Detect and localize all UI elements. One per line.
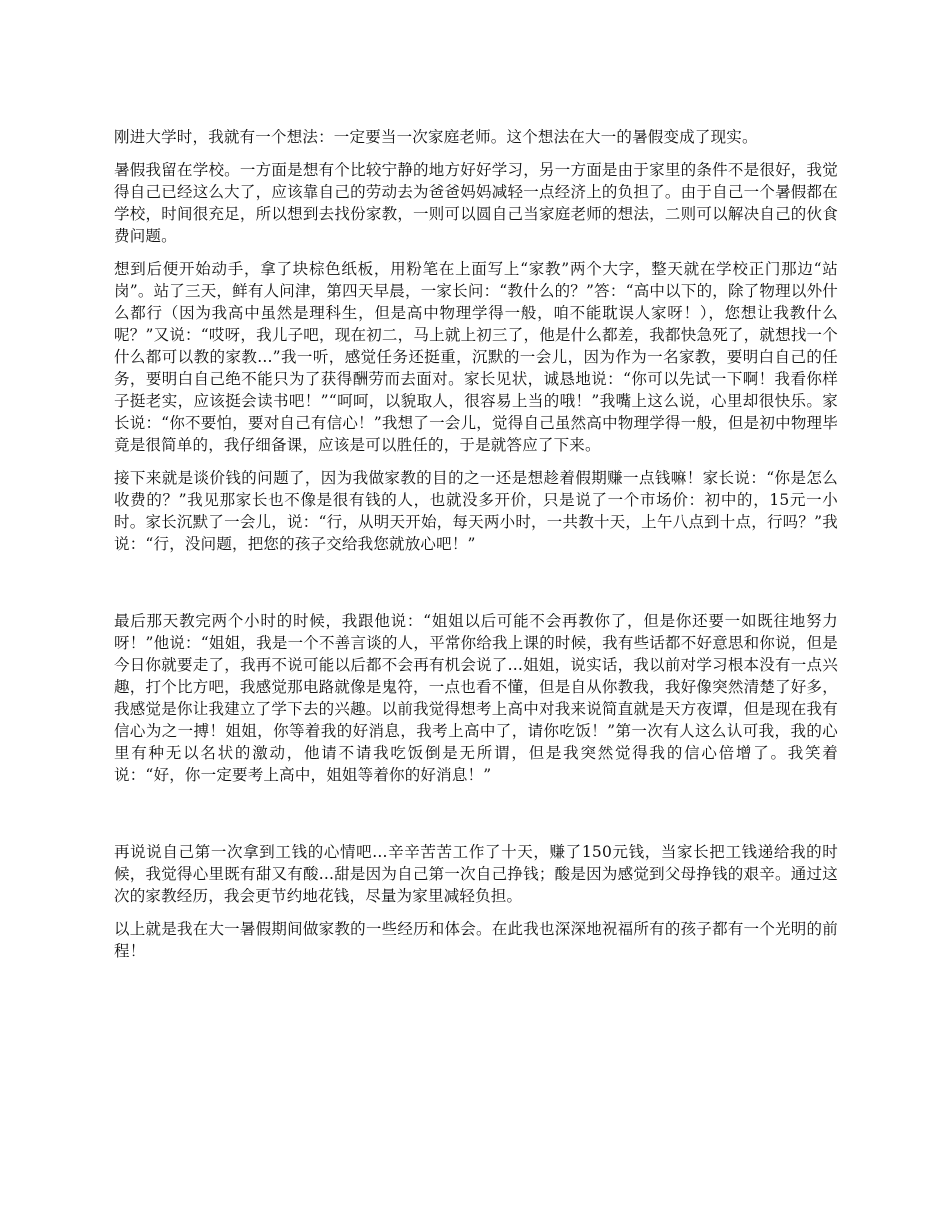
document-body [114, 126, 838, 973]
paragraph-first-wage: 再说说自己第一次拿到工钱的心情吧...辛辛苦苦工作了十天，赚了150元钱，当家长把工钱递给我的时候，我觉得心里既有甜又有酸...甜是因为自己第一次自己挣钱；酸是因为感觉到父母挣钱的艰辛。通过这次的家教经历，我会更节约地花钱，尽量为家里减轻负担。 [114, 843, 838, 905]
paragraph-summer-stay: 暑假我留在学校。一方面是想有个比较宁静的地方好好学习，另一方面是由于家里的条件不是很好，我觉得自己已经这么大了，应该靠自己的劳动去为爸爸妈妈减轻一点经济上的负担了。由于自己一个暑假都在学校，时间很充足，所以想到去找份家教，一则可以圆自己当家庭老师的想法，二则可以解决自己的伙食费问题。 [114, 161, 838, 245]
paragraph-intro: 刚进大学时，我就有一个想法：一定要当一次家庭老师。这个想法在大一的暑假变成了现实。 [114, 128, 758, 146]
paragraph-last-day: 最后那天教完两个小时的时候，我跟他说：“姐姐以后可能不会再教你了，但是你还要一如既往地努力呀！”他说：“姐姐，我是一个不善言谈的人，平常你给我上课的时候，我有些话都不好意思和你说，但是今日你就要走了，我再不说可能以后都不会再有机会说了...姐姐，说实话，我以前对学习根本没有一点兴趣，打个比方吧，我感觉那电路就像是鬼符，一点也看不懂，但是自从你教我，我好像突然清楚了好多，我感觉是你让我建立了学下去的兴趣。以前我觉得想考上高中对我来说简直就是天方夜谭，但是现在我有信心为之一搏！姐姐，你等着我的好消息，我考上高中了，请你吃饭！”第一次有人这么认可我，我的心里有种无以名状的激动，他请不请我吃饭倒是无所谓，但是我突然觉得我的信心倍增了。我笑着说：“好，你一定要考上高中，姐姐等着你的好消息！” [114, 612, 838, 784]
paragraph-finding-job: 想到后便开始动手，拿了块棕色纸板，用粉笔在上面写上“家教”两个大字，整天就在学校正门那边“站岗”。站了三天，鲜有人问津，第四天早晨，一家长问：“教什么的？”答：“高中以下的，除了物理以外什么都行（因为我高中虽然是理科生，但是高中物理学得一般，咱不能耽误人家呀！），您想让我教什么呢？”又说：“哎呀，我儿子吧，现在初二，马上就上初三了，他是什么都差，我都快急死了，就想找一个什么都可以教的家教...”我一听，感觉任务还挺重，沉默的一会儿，因为作为一名家教，要明白自己的任务，要明白自己绝不能只为了获得酬劳而去面对。家长见状，诚恳地说：“你可以先试一下啊！我看你样子挺老实，应该挺会读书吧！”“呵呵，以貌取人，很容易上当的哦！”我嘴上这么说，心里却很快乐。家长说：“你不要怕，要对自己有信心！”我想了一会儿，觉得自己虽然高中物理学得一般，但是初中物理毕竟是很简单的，我仔细备课，应该是可以胜任的，于是就答应了下来。 [114, 260, 838, 454]
paragraph-spacer [114, 566, 838, 610]
paragraph-spacer [114, 797, 838, 841]
paragraph-conclusion: 以上就是我在大一暑假期间做家教的一些经历和体会。在此我也深深地祝福所有的孩子都有一个光明的前程！ [114, 920, 838, 960]
paragraph-price: 接下来就是谈价钱的问题了，因为我做家教的目的之一还是想趁着假期赚一点钱嘛！家长说：“你是怎么收费的？”我见那家长也不像是很有钱的人，也就没多开价，只是说了一个市场价：初中的，15元一小时。家长沉默了一会儿，说：“行，从明天开始，每天两小时，一共教十天，上午八点到十点，行吗？”我说：“行，没问题，把您的孩子交给我您就放心吧！” [114, 469, 838, 553]
